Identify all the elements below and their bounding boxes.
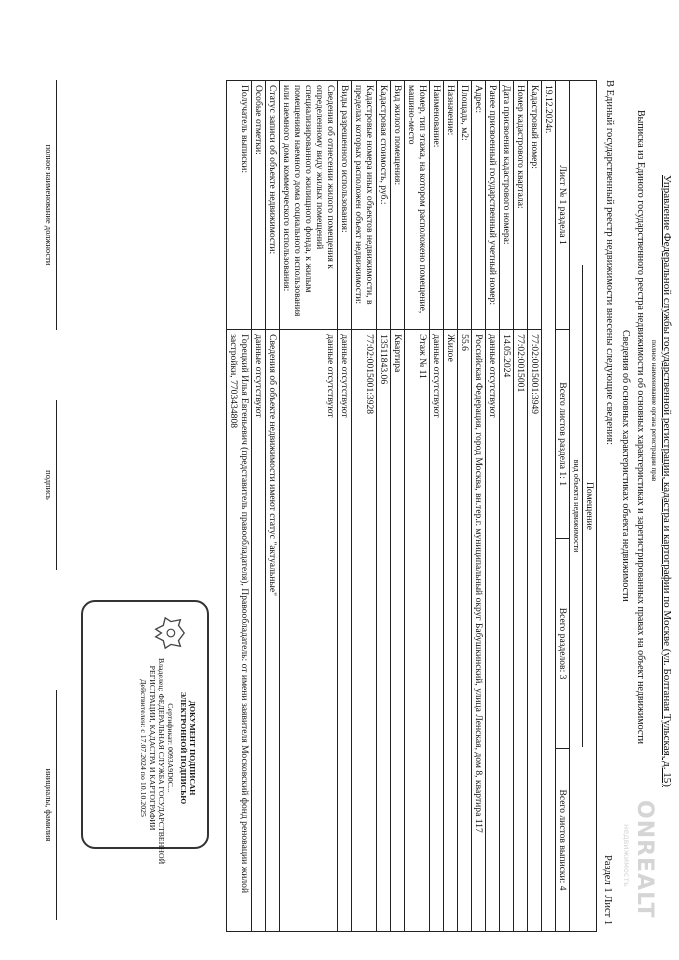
row-label: Наименование: <box>430 81 444 330</box>
row-label: Кадастровая стоимость, руб.: <box>377 81 391 330</box>
watermark-tagline: недвижимость <box>622 824 631 887</box>
row-value: данные отсутствуют <box>486 330 500 932</box>
cadastral-value: 77:02:0015001:3949 <box>528 330 542 932</box>
table-row <box>280 81 338 932</box>
row-value: данные отсутствуют <box>338 330 352 932</box>
sheets-total: Всего листов выписки: 4 <box>556 749 570 932</box>
table-row <box>352 81 377 932</box>
row-label: Кадастровые номера иных объектов недвижимости, в пределах которых расположен объект недвижимости: <box>352 81 377 330</box>
table-row <box>458 81 472 932</box>
characteristics-table <box>226 80 597 932</box>
row-value: Квартира <box>391 330 405 932</box>
attribute-rows <box>227 81 528 932</box>
table-row <box>430 81 444 932</box>
table-row <box>444 81 458 932</box>
object-type-caption: вид объекта недвижимости <box>571 265 583 747</box>
signature-caption: подпись <box>44 470 54 500</box>
row-value: данные отсутствуют <box>252 330 266 932</box>
object-type-cell <box>570 81 597 932</box>
table-row <box>377 81 391 932</box>
row-label: Номер кадастрового квартала: <box>514 81 528 330</box>
row-label: Площадь, м2: <box>458 81 472 330</box>
row-value: 77:02:0015001:3928 <box>352 330 377 932</box>
table-row <box>266 81 280 932</box>
row-value: 77:02:0015001 <box>514 330 528 932</box>
table-row <box>391 81 405 932</box>
table-row <box>472 81 486 932</box>
e-signature-stamp <box>81 600 209 865</box>
row-value: 55.6 <box>458 330 472 932</box>
table-row <box>405 81 430 932</box>
row-value: Жилое <box>444 330 458 932</box>
row-value: Российская Федерация, город Москва, вн.тер.г. муниципальный округ Бабушкинский, улица Ленская, дом 8, квартира 117 <box>472 330 486 932</box>
watermark <box>619 790 669 950</box>
stamp-owner-cont: РЕГИСТРАЦИИ, КАДАСТРА И КАРТОГРАФИИ <box>148 665 157 831</box>
emblem-icon <box>149 614 189 652</box>
table-row <box>486 81 500 932</box>
table-row <box>338 81 352 932</box>
row-value: Горецкий Илья Евгеньевич (представитель правообладателя), Правообладатель: от имени заявителя Московский фонд реновации жилой застройки, 7703434808 <box>227 330 252 932</box>
sections-total: Всего разделов: 3 <box>556 539 570 749</box>
stamp-subtitle: ЭЛЕКТРОННОЙ ПОДПИСЬЮ <box>179 691 188 805</box>
row-label: Адрес: <box>472 81 486 330</box>
row-label: Сведения об отнесении жилого помещения к определенному виду жилых помещений специализированного жилищного фонда, к жилым помещениям наемного дома социального использования или наемного дома коммерческого использования: <box>280 81 338 330</box>
signature-line <box>56 400 57 570</box>
stamp-validity: Действителен: с 17.07.2024 по 10.10.2025 <box>139 679 148 817</box>
stamp-title: ДОКУМЕНТ ПОДПИСАН <box>188 700 197 796</box>
sheet-label: Лист № 1 раздела 1 <box>556 81 570 330</box>
row-label: Ранее присвоенный государственный учетный номер: <box>486 81 500 330</box>
row-value: Сведения об объекте недвижимости имеют статус "актуальные" <box>266 330 280 932</box>
table-row <box>227 81 252 932</box>
row-label: Особые отметки: <box>252 81 266 330</box>
row-label: Статус записи об объекте недвижимости: <box>266 81 280 330</box>
row-label: Вид жилого помещения: <box>391 81 405 330</box>
row-value: данные отсутствуют <box>280 330 338 932</box>
row-value: данные отсутствуют <box>430 330 444 932</box>
row-value: 13511843.06 <box>377 330 391 932</box>
date-cell: 19.12.2024г. <box>542 81 556 932</box>
row-label: Номер, тип этажа, на котором расположено помещение, машино-место <box>405 81 430 330</box>
table-row <box>252 81 266 932</box>
agency-caption: полное наименование органа регистрации прав <box>650 340 658 482</box>
table-row <box>500 81 514 932</box>
row-label: Назначение: <box>444 81 458 330</box>
stamp-owner: Владелец: ФЕДЕРАЛЬНАЯ СЛУЖБА ГОСУДАРСТВЕННОЙ <box>157 658 166 865</box>
stamp-certificate: Сертификат: 0093A9D0C... <box>166 703 175 793</box>
row-value: 14.05.2024 <box>500 330 514 932</box>
extract-title: Выписка из Единого государственного реестра недвижимости об основных характеристиках и зарегистрированных правах на объект недвижимости <box>635 110 646 745</box>
table-row <box>514 81 528 932</box>
row-label: Дата присвоения кадастрового номера: <box>500 81 514 330</box>
cadastral-label: Кадастровый номер: <box>528 81 542 330</box>
section-ref: Раздел 1 Лист 1 <box>602 855 613 926</box>
subtitle: Сведения об основных характеристиках объекта недвижимости <box>620 330 631 602</box>
agency-name: Управление Федеральной службы государственной регистрации, кадастра и картографии по Москве (ул. Болтаная Тульская, д. 15) <box>661 175 673 787</box>
object-type: Помещение <box>584 481 595 531</box>
initials-caption: инициалы, фамилия <box>44 768 54 842</box>
row-label: Получатель выписки: <box>227 81 252 330</box>
position-caption: полное наименование должности <box>44 144 54 266</box>
row-label: Виды разрешенного использования: <box>338 81 352 330</box>
sheets-in-section: Всего листов раздела 1: 1 <box>556 330 570 539</box>
row-value: Этаж № 11 <box>405 330 430 932</box>
initials-line <box>56 690 57 920</box>
watermark-brand: ONREALT <box>632 800 657 919</box>
intro-text: В Единый государственный реестр недвижимости внесены следующие сведения: <box>604 80 615 446</box>
position-line <box>56 80 57 330</box>
